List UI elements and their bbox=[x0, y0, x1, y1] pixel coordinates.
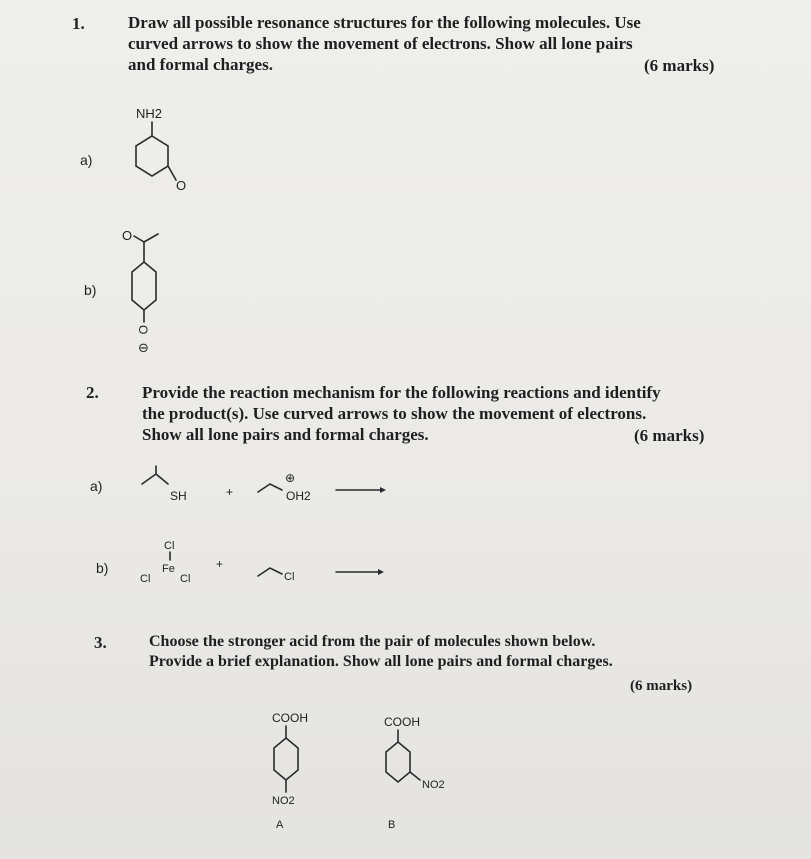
q2a-arrowhead bbox=[380, 487, 386, 493]
q2a-plus: + bbox=[226, 485, 234, 499]
q1a-atom-nh2: NH2 bbox=[136, 106, 163, 121]
q3b-ring bbox=[386, 742, 410, 782]
q2b-atom-cl-top: Cl bbox=[164, 540, 175, 552]
q2a-label: a) bbox=[90, 478, 103, 494]
q3-number: 3. bbox=[94, 633, 107, 652]
q2b-ethyl bbox=[258, 568, 282, 576]
q2a-reactant-sh: SH bbox=[170, 489, 187, 503]
q3-line-1: Choose the stronger acid from the pair of molecules shown below. bbox=[149, 633, 596, 650]
q3b-no2: NO2 bbox=[422, 779, 445, 791]
q1-marks: (6 marks) bbox=[644, 56, 715, 75]
q1-line-1: Draw all possible resonance structures for the following molecules. Use bbox=[128, 13, 641, 32]
q3a-no2: NO2 bbox=[272, 795, 295, 807]
q3b-cooh: COOH bbox=[384, 715, 420, 729]
q2-marks: (6 marks) bbox=[634, 426, 705, 445]
q3a-cooh: COOH bbox=[272, 711, 308, 725]
q2-line-3: Show all lone pairs and formal charges. bbox=[142, 425, 429, 444]
q2a-bond-s bbox=[156, 474, 168, 484]
q3-molecule-b bbox=[362, 706, 472, 836]
q3b-bond-side bbox=[410, 772, 420, 780]
q2-number: 2. bbox=[86, 383, 99, 402]
q2b-label: b) bbox=[96, 560, 109, 576]
q1b-label: b) bbox=[84, 282, 97, 298]
q1a-structure bbox=[110, 100, 210, 200]
q1b-ring bbox=[132, 262, 156, 310]
q3-marks: (6 marks) bbox=[630, 678, 693, 694]
q2b-plus: + bbox=[216, 557, 224, 571]
q2b-arrowhead bbox=[378, 569, 384, 575]
q2b-atom-cl-left: Cl bbox=[140, 573, 151, 585]
q1-line-3: and formal charges. bbox=[128, 55, 273, 74]
q2-text bbox=[142, 382, 661, 445]
q1a-bond-o bbox=[168, 166, 176, 180]
q2-line-1: Provide the reaction mechanism for the following reactions and identify bbox=[142, 383, 661, 402]
q1b-bond-co bbox=[134, 236, 144, 242]
q1-number: 1. bbox=[72, 14, 85, 33]
q1b-charge: ⊖ bbox=[138, 340, 149, 355]
q3b-label: B bbox=[388, 819, 396, 831]
q1a-label: a) bbox=[80, 152, 93, 168]
q3-molecule-a bbox=[250, 704, 340, 834]
q1b-structure bbox=[112, 222, 202, 362]
q2a-isopropyl bbox=[142, 466, 156, 484]
q1a-ring bbox=[136, 136, 168, 176]
q1-line-2: curved arrows to show the movement of electrons. Show all lone pairs bbox=[128, 34, 633, 53]
q2a-reaction bbox=[140, 462, 390, 512]
q1-text bbox=[128, 12, 641, 75]
q1b-atom-o-top: O bbox=[122, 228, 133, 243]
q2a-reactant-oh2: OH2 bbox=[286, 489, 311, 503]
q2b-atom-fe: Fe bbox=[162, 563, 175, 575]
q3a-ring bbox=[274, 738, 298, 780]
q2b-reaction bbox=[136, 536, 392, 594]
q2b-reactant-cl: Cl bbox=[284, 571, 295, 583]
q1b-atom-o-a: O bbox=[136, 325, 150, 335]
q3-line-2: Provide a brief explanation. Show all lone pairs and formal charges. bbox=[149, 653, 613, 670]
q3-text bbox=[149, 632, 613, 672]
q3a-label: A bbox=[276, 819, 284, 831]
q2a-ethyl bbox=[258, 484, 282, 492]
q2b-atom-cl-right: Cl bbox=[180, 573, 191, 585]
q1b-methyl bbox=[144, 234, 158, 242]
q2-line-2: the product(s). Use curved arrows to show the movement of electrons. bbox=[142, 404, 647, 423]
q1a-atom-o: O bbox=[176, 178, 187, 193]
q2a-charge: ⊕ bbox=[285, 471, 296, 485]
